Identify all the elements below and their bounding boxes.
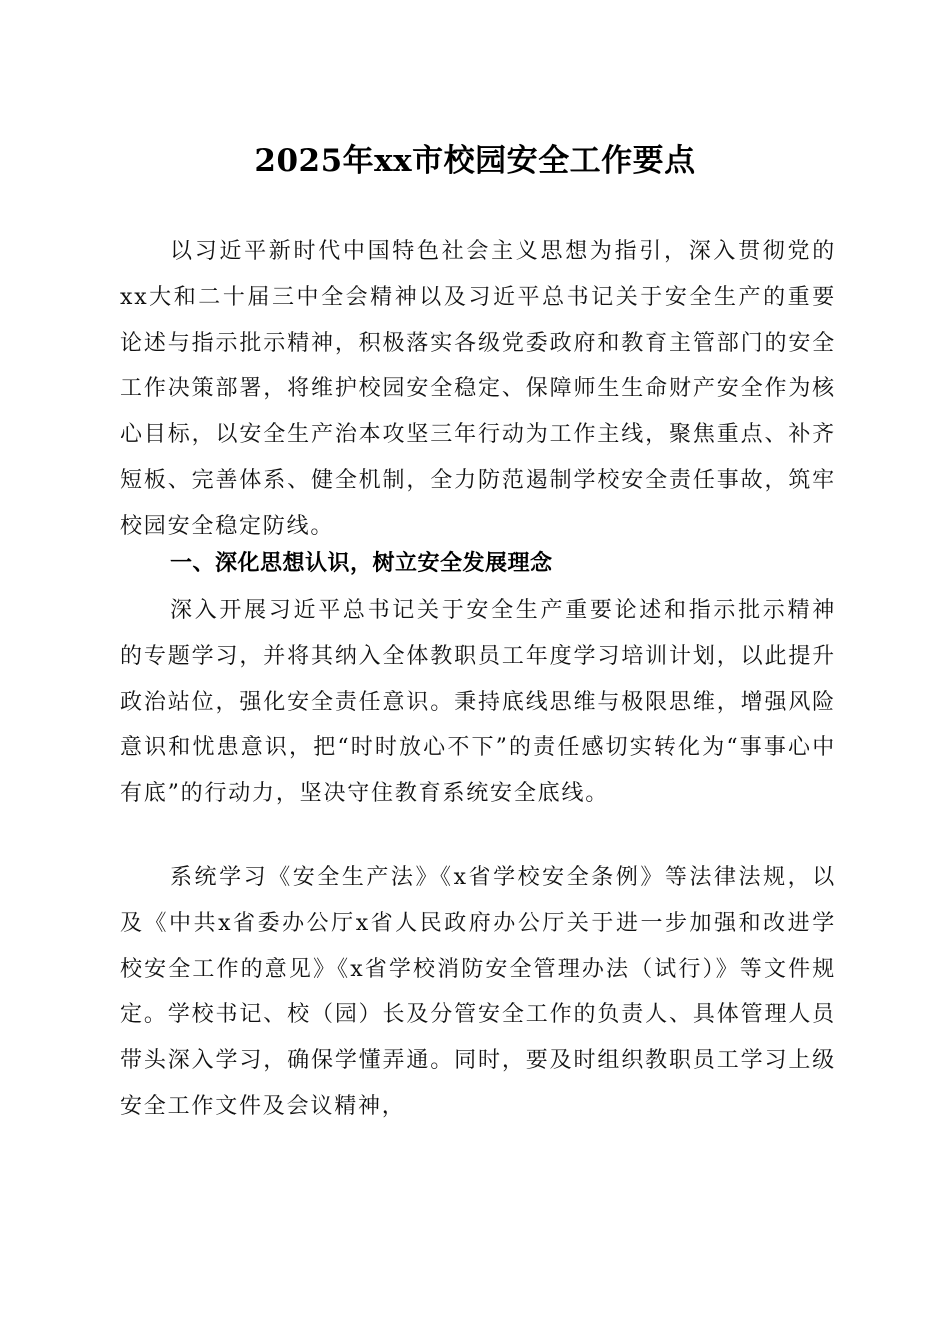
section-heading: 一、深化思想认识，树立安全发展理念: [170, 551, 553, 576]
section-paragraph-1: 深入开展习近平总书记关于安全生产重要论述和指示批示精神的专题学习，并将其纳入全体教职员工年度学习培训计划，以此提升政治站位，强化安全责任意识。秉持底线思维与极限思维，增强风险意识和忧患意识，把“时时放心不下”的责任感切实转化为“事事心中有底”的行动力，坚决守住教育系统安全底线。: [120, 598, 836, 807]
intro-paragraph: 以习近平新时代中国特色社会主义思想为指引，深入贯彻党的xx大和二十届三中全会精神以及习近平总书记关于安全生产的重要论述与指示批示精神，积极落实各级党委政府和教育主管部门的安全工作决策部署，将维护校园安全稳定、保障师生生命财产安全作为核心目标，以安全生产治本攻坚三年行动为工作主线，聚焦重点、补齐短板、完善体系、健全机制，全力防范遏制学校安全责任事故，筑牢校园安全稳定防线。: [120, 239, 836, 539]
section-paragraph-2: 系统学习《安全生产法》《x省学校安全条例》等法律法规，以及《中共x省委办公厅x省人民政府办公厅关于进一步加强和改进学校安全工作的意见》《x省学校消防安全管理办法（试行）》等文件规定。学校书记、校（园）长及分管安全工作的负责人、具体管理人员带头深入学习，确保学懂弄通。同时，要及时组织教职员工学习上级安全工作文件及会议精神，: [120, 865, 836, 1119]
document-title: 2025年xx市校园安全工作要点: [254, 143, 696, 179]
